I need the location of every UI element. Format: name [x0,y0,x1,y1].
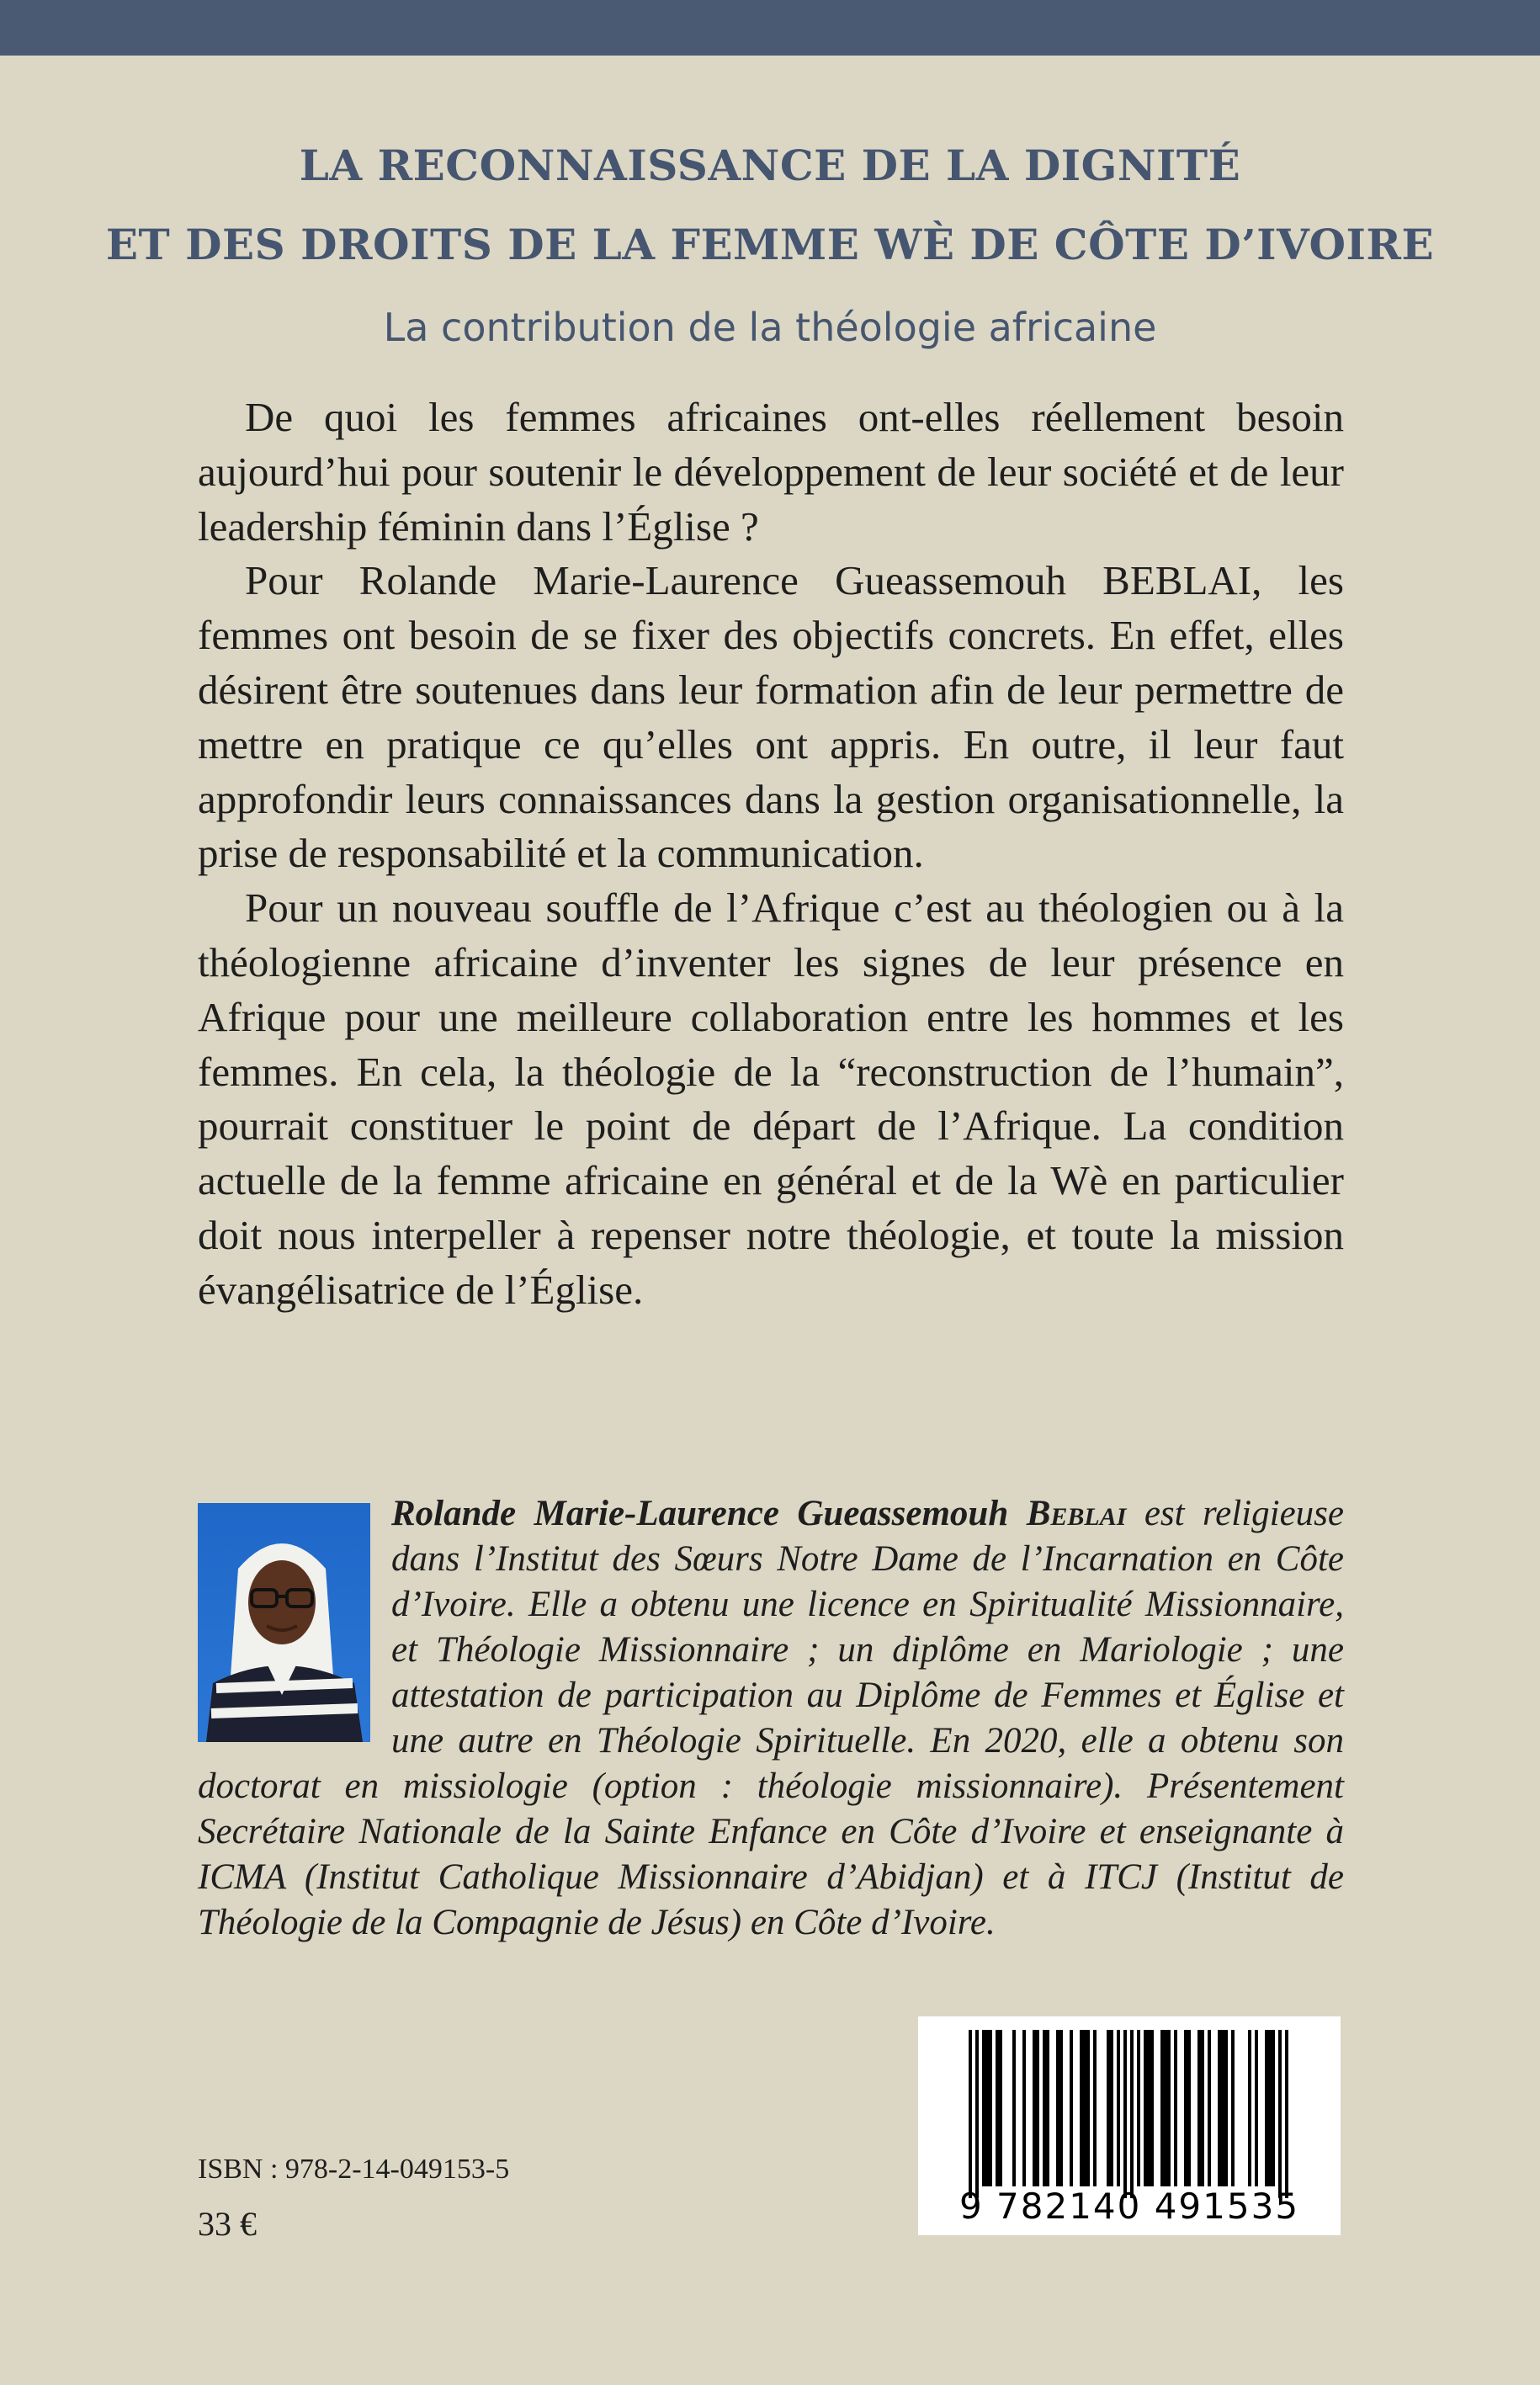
barcode-bar [1107,2030,1110,2186]
barcode-bar [1083,2030,1086,2186]
barcode-bar [1150,2030,1154,2186]
title-line-2: ET DES DROITS DE LA FEMME WÈ DE CÔTE D’IVOIRE [105,220,1435,269]
barcode-bar [1248,2030,1251,2186]
barcode-bar [1033,2030,1036,2186]
barcode-bar [1036,2030,1039,2186]
author-bio [198,1491,1344,1946]
barcode-bar [982,2030,985,2186]
barcode-bar [1272,2030,1275,2186]
barcode-bar [1123,2030,1127,2198]
blurb-paragraph-2: Pour Rolande Marie-Laurence Gueassemouh BEBLAI, les femmes ont besoin de se fixer des objectifs concrets. En effet, elles désirent être soutenues dans leur formation afin de leur permettre de mettre en pratique ce qu’elles ont appris. En outre, il leur faut approfondir leurs connaissances dans la gestion organisationnelle, la prise de responsabilité et la communication. [198,557,1344,877]
barcode-bar [1285,2030,1288,2198]
barcode-bar [1086,2030,1090,2186]
barcode-bar [989,2030,992,2186]
barcode-bar [1137,2030,1140,2186]
barcode-bar [1218,2030,1221,2186]
barcode-bar [1130,2030,1134,2198]
barcode-bar [1043,2030,1046,2186]
author-name: Rolande Marie-Laurence Gueassemouh [391,1494,1009,1533]
barcode-bar [985,2030,989,2186]
barcode-bar [1093,2030,1097,2186]
barcode-bar [1147,2030,1150,2186]
blurb [198,390,1344,1318]
barcode-bar [1070,2030,1073,2186]
barcode [918,2016,1341,2235]
barcode-bar [1174,2030,1177,2186]
title-line-1: LA RECONNAISSANCE DE LA DIGNITÉ [299,141,1241,190]
barcode-bar [1187,2030,1191,2186]
barcode-bar [1208,2030,1211,2186]
barcode-bar [1160,2030,1164,2186]
price: 33 € [198,2205,257,2243]
top-color-band [0,0,1540,56]
barcode-bar [1268,2030,1272,2186]
barcode-bar [1265,2030,1268,2186]
barcode-bar [1080,2030,1083,2186]
barcode-digits: 9 782140 491535 [959,2186,1300,2227]
barcode-bar [1110,2030,1113,2186]
barcode-bar [1278,2030,1282,2198]
barcode-bar [1022,2030,1026,2186]
book-title [0,126,1540,284]
barcode-bar [1255,2030,1258,2186]
barcode-bar [1046,2030,1049,2186]
barcode-bar [1167,2030,1171,2186]
barcode-bar [1164,2030,1167,2186]
barcode-bar [1117,2030,1120,2186]
barcode-bar [1197,2030,1201,2186]
isbn: ISBN : 978-2-14-049153-5 [198,2154,510,2185]
barcode-bar [1184,2030,1187,2186]
barcode-bar [1059,2030,1063,2186]
barcode-bar [999,2030,1002,2186]
book-subtitle: La contribution de la théologie africaine [383,305,1157,350]
blurb-paragraph-3: Pour un nouveau souffle de l’Afrique c’est au théologien ou à la théologienne africaine d’inventer les signes de leur présence en Afrique pour une meilleure collaboration entre les hommes et les femmes. En cela, la théologie de la “reconstruction de l’humain”, pourrait constituer le point de départ de l’Afrique. La condition actuelle de la femme africaine en général et de la Wè en particulier doit nous interpeller à repenser notre théologie, et toute la mission évangélisatrice de l’Église. [198,884,1344,1313]
barcode-bar [996,2030,999,2186]
barcode-bar [975,2030,979,2198]
barcode-bar [1231,2030,1235,2186]
author-bio-text: est religieuse dans l’Institut des Sœurs Notre Dame de l’Incarnation en Côte d’Ivoire. Elle a obtenu une licence en Spiritualité Missionnaire, et Théologie Missionnaire ; un diplôme en Mariologie ; une attestation de participation au Diplôme de Femmes et Église et une autre en Théologie Spirituelle. En 2020, elle a obtenu son doctorat en missiologie (option : théologie missionnaire). Présentement Secrétaire Nationale de la Sainte Enfance en Côte d’Ivoire et enseignante à ICMA (Institut Catholique Missionnaire d’Abidjan) et à ITCJ (Institut de Théologie de la Compagnie de Jésus) en Côte d’Ivoire. [198,1494,1344,1942]
author-surname: Beblai [1026,1494,1127,1533]
blurb-paragraph-1: De quoi les femmes africaines ont-elles réellement besoin aujourd’hui pour soutenir le développement de leur société et de leur leadership féminin dans l’Église ? [198,394,1344,550]
barcode-bar [1056,2030,1059,2186]
barcode-bar [969,2030,972,2198]
barcode-bar [1224,2030,1228,2186]
barcode-bar [1201,2030,1204,2186]
barcode-bar [1144,2030,1147,2186]
barcode-bar [1221,2030,1224,2186]
barcode-bar [1012,2030,1016,2186]
